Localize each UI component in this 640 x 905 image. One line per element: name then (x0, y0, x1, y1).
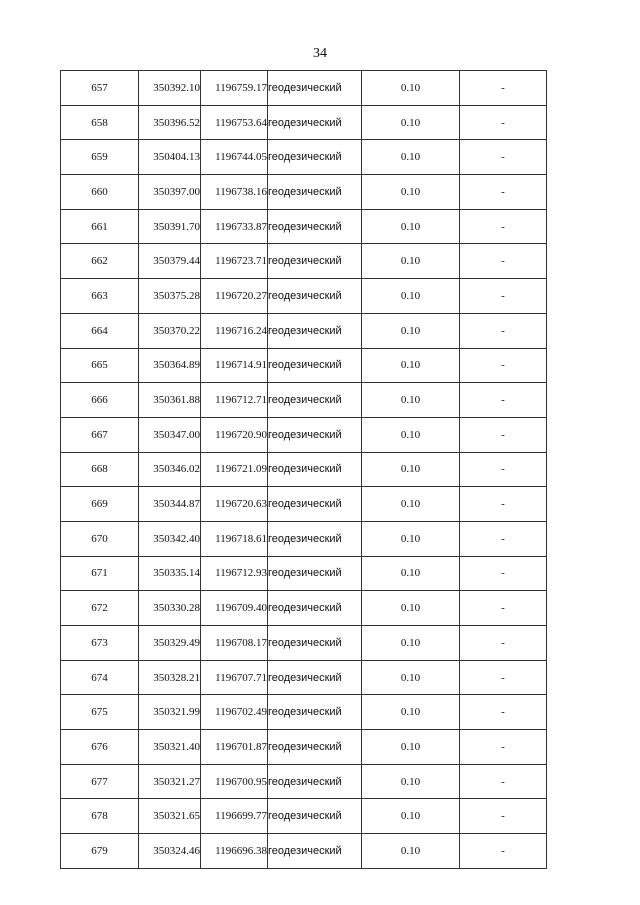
accuracy-cell: 0.10 (362, 244, 460, 279)
x-coordinate-cell: 350321.65 (139, 799, 201, 834)
method-cell: геодезический (268, 487, 362, 522)
point-number-cell: 671 (61, 556, 139, 591)
accuracy-cell: 0.10 (362, 764, 460, 799)
method-cell: геодезический (268, 209, 362, 244)
table-row (61, 487, 547, 522)
table-row (61, 799, 547, 834)
point-number-cell: 676 (61, 730, 139, 765)
accuracy-cell: 0.10 (362, 730, 460, 765)
point-number-cell: 660 (61, 175, 139, 210)
coordinates-table (60, 70, 547, 869)
table-row (61, 695, 547, 730)
accuracy-cell: 0.10 (362, 695, 460, 730)
method-cell: геодезический (268, 348, 362, 383)
method-cell: геодезический (268, 660, 362, 695)
method-cell: геодезический (268, 140, 362, 175)
x-coordinate-cell: 350329.49 (139, 626, 201, 661)
point-number-cell: 662 (61, 244, 139, 279)
page-number: 34 (313, 46, 327, 61)
method-cell: геодезический (268, 452, 362, 487)
note-cell: - (460, 383, 547, 418)
point-number-cell: 675 (61, 695, 139, 730)
accuracy-cell: 0.10 (362, 591, 460, 626)
table-row (61, 417, 547, 452)
x-coordinate-cell: 350404.13 (139, 140, 201, 175)
x-coordinate-cell: 350364.89 (139, 348, 201, 383)
y-coordinate-cell: 1196709.40 (201, 591, 268, 626)
x-coordinate-cell: 350396.52 (139, 105, 201, 140)
accuracy-cell: 0.10 (362, 105, 460, 140)
method-cell: геодезический (268, 626, 362, 661)
y-coordinate-cell: 1196720.90 (201, 417, 268, 452)
note-cell: - (460, 71, 547, 106)
point-number-cell: 677 (61, 764, 139, 799)
x-coordinate-cell: 350335.14 (139, 556, 201, 591)
table-row (61, 730, 547, 765)
x-coordinate-cell: 350375.28 (139, 279, 201, 314)
point-number-cell: 673 (61, 626, 139, 661)
note-cell: - (460, 834, 547, 869)
y-coordinate-cell: 1196721.09 (201, 452, 268, 487)
table-row (61, 175, 547, 210)
point-number-cell: 658 (61, 105, 139, 140)
table-row (61, 834, 547, 869)
method-cell: геодезический (268, 799, 362, 834)
note-cell: - (460, 591, 547, 626)
y-coordinate-cell: 1196738.16 (201, 175, 268, 210)
table-row (61, 348, 547, 383)
table-row (61, 313, 547, 348)
note-cell: - (460, 695, 547, 730)
accuracy-cell: 0.10 (362, 417, 460, 452)
table-row (61, 521, 547, 556)
note-cell: - (460, 660, 547, 695)
y-coordinate-cell: 1196707.71 (201, 660, 268, 695)
method-cell: геодезический (268, 764, 362, 799)
point-number-cell: 665 (61, 348, 139, 383)
y-coordinate-cell: 1196699.77 (201, 799, 268, 834)
note-cell: - (460, 209, 547, 244)
note-cell: - (460, 452, 547, 487)
accuracy-cell: 0.10 (362, 452, 460, 487)
accuracy-cell: 0.10 (362, 209, 460, 244)
method-cell: геодезический (268, 279, 362, 314)
y-coordinate-cell: 1196701.87 (201, 730, 268, 765)
point-number-cell: 670 (61, 521, 139, 556)
x-coordinate-cell: 350342.40 (139, 521, 201, 556)
accuracy-cell: 0.10 (362, 383, 460, 418)
x-coordinate-cell: 350347.00 (139, 417, 201, 452)
note-cell: - (460, 348, 547, 383)
table-row (61, 140, 547, 175)
y-coordinate-cell: 1196700.95 (201, 764, 268, 799)
x-coordinate-cell: 350379.44 (139, 244, 201, 279)
y-coordinate-cell: 1196718.61 (201, 521, 268, 556)
y-coordinate-cell: 1196744.05 (201, 140, 268, 175)
note-cell: - (460, 487, 547, 522)
x-coordinate-cell: 350344.87 (139, 487, 201, 522)
method-cell: геодезический (268, 591, 362, 626)
note-cell: - (460, 417, 547, 452)
point-number-cell: 663 (61, 279, 139, 314)
x-coordinate-cell: 350328.21 (139, 660, 201, 695)
point-number-cell: 661 (61, 209, 139, 244)
accuracy-cell: 0.10 (362, 660, 460, 695)
x-coordinate-cell: 350392.10 (139, 71, 201, 106)
table-row (61, 764, 547, 799)
x-coordinate-cell: 350397.00 (139, 175, 201, 210)
coordinates-table-body (61, 71, 547, 869)
point-number-cell: 667 (61, 417, 139, 452)
note-cell: - (460, 626, 547, 661)
note-cell: - (460, 521, 547, 556)
method-cell: геодезический (268, 105, 362, 140)
table-row (61, 209, 547, 244)
x-coordinate-cell: 350330.28 (139, 591, 201, 626)
note-cell: - (460, 556, 547, 591)
accuracy-cell: 0.10 (362, 556, 460, 591)
table-row (61, 591, 547, 626)
method-cell: геодезический (268, 556, 362, 591)
point-number-cell: 669 (61, 487, 139, 522)
point-number-cell: 678 (61, 799, 139, 834)
accuracy-cell: 0.10 (362, 834, 460, 869)
point-number-cell: 659 (61, 140, 139, 175)
accuracy-cell: 0.10 (362, 626, 460, 661)
note-cell: - (460, 244, 547, 279)
point-number-cell: 679 (61, 834, 139, 869)
y-coordinate-cell: 1196753.64 (201, 105, 268, 140)
x-coordinate-cell: 350321.99 (139, 695, 201, 730)
note-cell: - (460, 799, 547, 834)
table-row (61, 105, 547, 140)
y-coordinate-cell: 1196702.49 (201, 695, 268, 730)
note-cell: - (460, 175, 547, 210)
accuracy-cell: 0.10 (362, 348, 460, 383)
method-cell: геодезический (268, 695, 362, 730)
point-number-cell: 674 (61, 660, 139, 695)
accuracy-cell: 0.10 (362, 279, 460, 314)
table-row (61, 71, 547, 106)
y-coordinate-cell: 1196714.91 (201, 348, 268, 383)
note-cell: - (460, 730, 547, 765)
table-row (61, 244, 547, 279)
point-number-cell: 664 (61, 313, 139, 348)
x-coordinate-cell: 350346.02 (139, 452, 201, 487)
y-coordinate-cell: 1196733.87 (201, 209, 268, 244)
accuracy-cell: 0.10 (362, 71, 460, 106)
point-number-cell: 672 (61, 591, 139, 626)
accuracy-cell: 0.10 (362, 140, 460, 175)
accuracy-cell: 0.10 (362, 799, 460, 834)
y-coordinate-cell: 1196720.27 (201, 279, 268, 314)
method-cell: геодезический (268, 417, 362, 452)
method-cell: геодезический (268, 313, 362, 348)
x-coordinate-cell: 350391.70 (139, 209, 201, 244)
note-cell: - (460, 105, 547, 140)
method-cell: геодезический (268, 175, 362, 210)
point-number-cell: 668 (61, 452, 139, 487)
point-number-cell: 657 (61, 71, 139, 106)
y-coordinate-cell: 1196712.93 (201, 556, 268, 591)
method-cell: геодезический (268, 730, 362, 765)
note-cell: - (460, 140, 547, 175)
accuracy-cell: 0.10 (362, 487, 460, 522)
y-coordinate-cell: 1196720.63 (201, 487, 268, 522)
method-cell: геодезический (268, 244, 362, 279)
method-cell: геодезический (268, 383, 362, 418)
note-cell: - (460, 279, 547, 314)
point-number-cell: 666 (61, 383, 139, 418)
accuracy-cell: 0.10 (362, 521, 460, 556)
x-coordinate-cell: 350370.22 (139, 313, 201, 348)
table-row (61, 279, 547, 314)
y-coordinate-cell: 1196723.71 (201, 244, 268, 279)
x-coordinate-cell: 350324.46 (139, 834, 201, 869)
table-row (61, 556, 547, 591)
accuracy-cell: 0.10 (362, 313, 460, 348)
y-coordinate-cell: 1196712.71 (201, 383, 268, 418)
table-row (61, 626, 547, 661)
table-row (61, 660, 547, 695)
x-coordinate-cell: 350361.88 (139, 383, 201, 418)
table-row (61, 383, 547, 418)
table-row (61, 452, 547, 487)
accuracy-cell: 0.10 (362, 175, 460, 210)
x-coordinate-cell: 350321.40 (139, 730, 201, 765)
note-cell: - (460, 764, 547, 799)
x-coordinate-cell: 350321.27 (139, 764, 201, 799)
y-coordinate-cell: 1196716.24 (201, 313, 268, 348)
method-cell: геодезический (268, 834, 362, 869)
y-coordinate-cell: 1196759.17 (201, 71, 268, 106)
y-coordinate-cell: 1196708.17 (201, 626, 268, 661)
y-coordinate-cell: 1196696.38 (201, 834, 268, 869)
method-cell: геодезический (268, 71, 362, 106)
method-cell: геодезический (268, 521, 362, 556)
note-cell: - (460, 313, 547, 348)
